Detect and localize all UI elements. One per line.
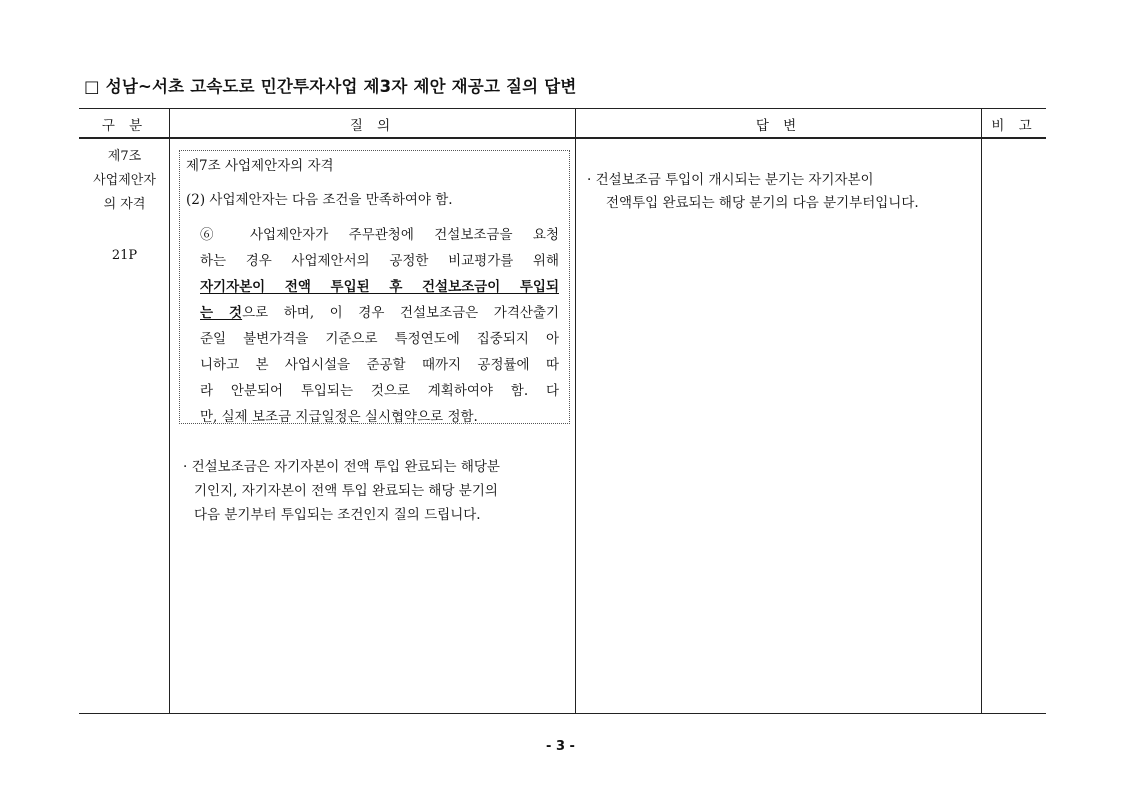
excerpt-clause: (2) 사업제안자는 다음 조건을 만족하여야 함. [186,192,453,208]
header-remarks: 비 고 [991,118,1037,134]
excerpt-line: 니하고 본 사업시설을 준공할 때까지 공정률에 따 [200,357,559,373]
qa-table [79,108,1046,714]
excerpt-line [200,301,559,321]
excerpt-line-emphasis: 자기자본이 전액 투입된 후 건설보조금이 투입되 [200,279,559,295]
excerpt-line: 준일 불변가격을 기준으로 특정연도에 집중되지 아 [200,331,559,347]
category-page: 21P [111,248,138,263]
excerpt-line: ⑥ 사업제안자가 주무관청에 건설보조금을 요청 [200,227,559,243]
excerpt-text: 으로 하며, 이 경우 건설보조금은 가격산출기 [242,305,559,321]
excerpt-line: 만, 실제 보조금 지급일정은 실시협약으로 정함. [200,409,478,425]
page-title: □ 성남~서초 고속도로 민간투자사업 제3자 제안 재공고 질의 답변 [84,77,577,96]
category-article: 제7조 [107,149,142,164]
excerpt-heading: 제7조 사업제안자의 자격 [186,158,334,174]
column-divider [981,109,982,713]
page-number: - 3 - [546,739,575,754]
question-line: 기인지, 자기자본이 전액 투입 완료되는 해당 분기의 [194,483,498,499]
question-line: 다음 분기부터 투입되는 조건인지 질의 드립니다. [194,507,481,523]
header-category: 구 분 [101,118,148,134]
header-question: 질 의 [349,118,396,134]
question-line: · 건설보조금은 자기자본이 전액 투입 완료되는 해당분 [183,459,500,475]
category-title: 사업제안자 [93,173,156,188]
category-title-cont: 의 자격 [103,197,146,212]
header-divider [79,137,1046,139]
answer-line: · 건설보조금 투입이 개시되는 분기는 자기자본이 [587,172,874,188]
excerpt-line: 라 안분되어 투입되는 것으로 계획하여야 함. 다 [200,383,559,399]
column-divider [575,109,576,713]
excerpt-line: 하는 경우 사업제안서의 공정한 비교평가를 위해 [200,253,559,269]
excerpt-emphasis: 는 것 [200,305,243,321]
answer-line: 전액투입 완료되는 해당 분기의 다음 분기부터입니다. [606,195,919,211]
header-answer: 답 변 [755,118,802,134]
